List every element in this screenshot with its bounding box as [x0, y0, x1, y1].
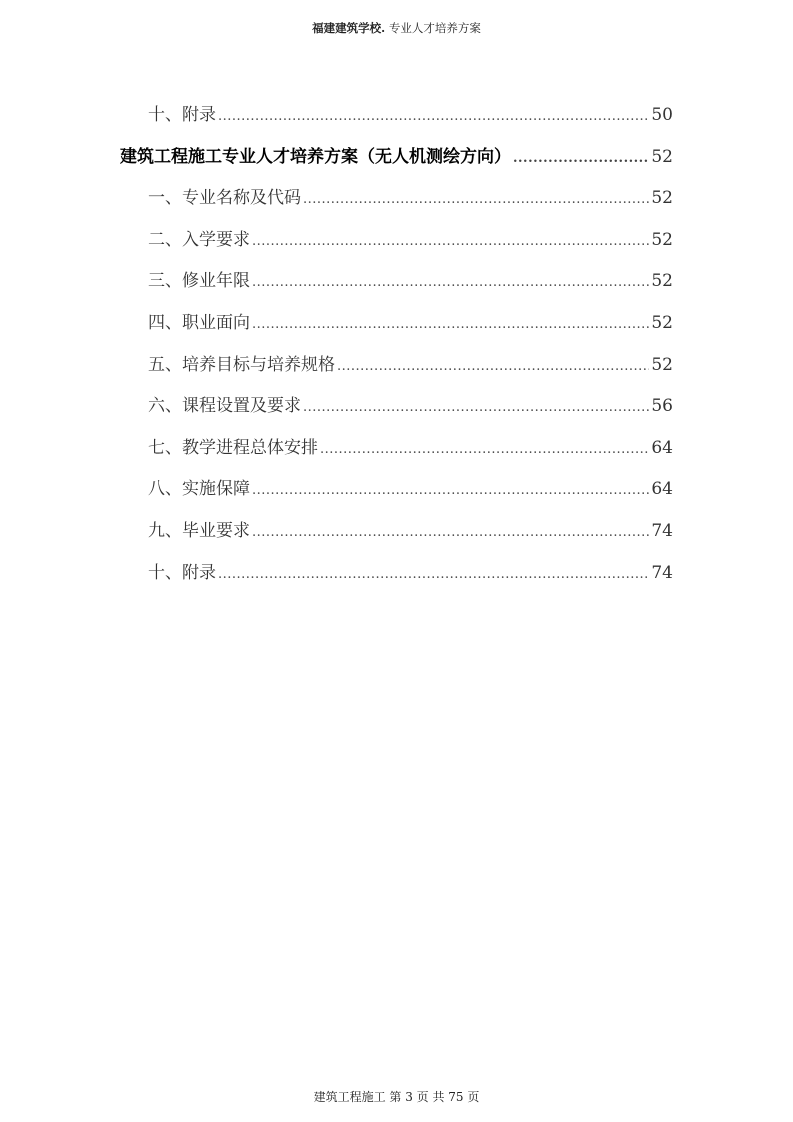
toc-entry[interactable]	[148, 474, 673, 499]
toc-entry-label: 十、附录	[148, 105, 216, 125]
toc-entry-page-number: 52	[651, 354, 673, 375]
toc-entry-page-number: 74	[651, 521, 673, 541]
toc-leader-dots	[252, 317, 649, 332]
toc-entry-label: 十、附录	[148, 562, 216, 583]
toc-leader-dots	[303, 192, 649, 207]
toc-leader-dots	[513, 151, 649, 166]
toc-entry-label: 六、课程设置及要求	[148, 396, 301, 417]
toc-entry[interactable]	[148, 183, 673, 208]
page-header	[0, 20, 793, 36]
toc-leader-dots	[337, 359, 649, 374]
toc-entry-label: 九、毕业要求	[148, 521, 250, 541]
toc-entry-page-number: 52	[651, 146, 673, 167]
toc-entry-label: 七、教学进程总体安排	[148, 437, 318, 458]
toc-entry-page-number: 52	[651, 271, 673, 292]
toc-leader-dots	[252, 525, 649, 540]
toc-entry[interactable]	[148, 391, 673, 416]
toc-entry-label: 四、职业面向	[148, 313, 250, 333]
toc-entry[interactable]	[148, 100, 673, 125]
toc-entry[interactable]	[148, 308, 673, 333]
toc-entry-page-number: 74	[651, 562, 673, 583]
toc-leader-dots	[303, 400, 649, 415]
toc-entry[interactable]	[120, 142, 673, 167]
toc-entry-label: 二、入学要求	[148, 229, 250, 250]
page-footer: 建筑工程施工 第 3 页 共 75 页	[313, 1090, 480, 1104]
toc-entry[interactable]	[148, 266, 673, 291]
toc-entry[interactable]	[148, 225, 673, 250]
toc-leader-dots	[252, 234, 649, 249]
toc-entry-page-number: 64	[651, 479, 673, 500]
toc-entry-page-number: 64	[651, 437, 673, 458]
toc-entry-label: 八、实施保障	[148, 479, 250, 500]
toc-entry-label: 建筑工程施工专业人才培养方案（无人机测绘方向）	[120, 146, 511, 167]
header-school: 福建建筑学校.	[312, 21, 386, 35]
toc-entry[interactable]	[148, 350, 673, 375]
toc-leader-dots	[252, 275, 649, 290]
toc-entry[interactable]	[148, 516, 673, 541]
toc-leader-dots	[252, 483, 649, 498]
header-title: 专业人才培养方案	[388, 21, 481, 35]
toc-entry[interactable]	[148, 433, 673, 458]
toc-entry-label: 一、专业名称及代码	[148, 188, 301, 209]
toc-leader-dots	[320, 442, 649, 457]
toc-leader-dots	[218, 567, 649, 582]
toc-leader-dots	[218, 109, 649, 124]
toc-entry[interactable]	[148, 558, 673, 583]
toc-entry-label: 三、修业年限	[148, 271, 250, 292]
toc-entry-page-number: 52	[651, 229, 673, 250]
toc-entry-page-number: 52	[651, 313, 673, 333]
toc-entry-page-number: 52	[651, 188, 673, 209]
toc-entry-label: 五、培养目标与培养规格	[148, 354, 335, 375]
toc-entry-page-number: 56	[651, 396, 673, 417]
toc-entry-page-number: 50	[651, 105, 673, 125]
